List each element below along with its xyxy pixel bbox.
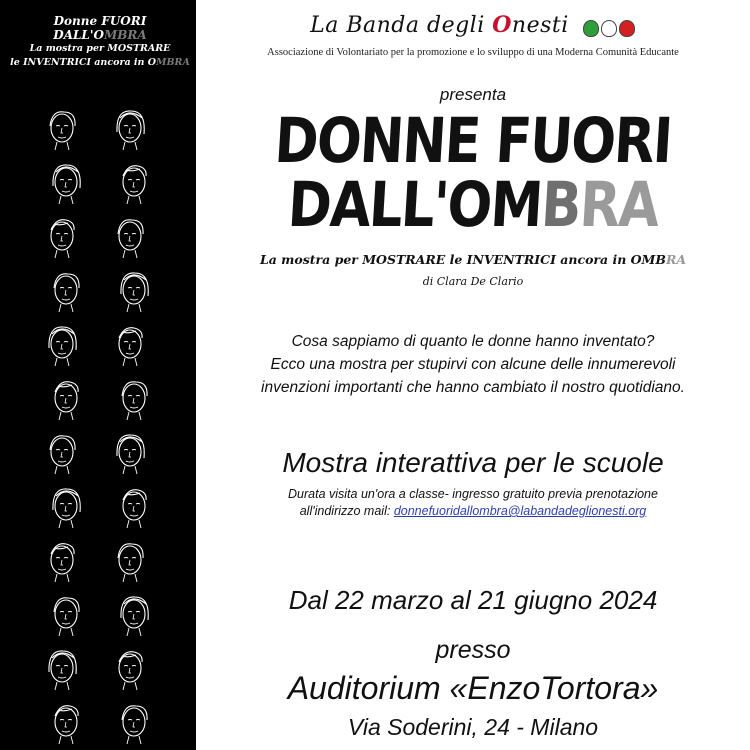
sidebar-title-line3-fade: MBRA [156,57,190,68]
portrait-gallery [40,104,170,750]
green-apple-icon [583,20,599,37]
visit-details [196,486,750,520]
intro-line1: Cosa sappiamo di quanto le donne hanno inventato? [291,333,655,350]
white-apple-icon [601,20,617,37]
logo [196,12,750,42]
author: di Clara De Clario [422,275,524,288]
red-apple-icon [619,20,635,37]
portrait-sketch-icon [44,590,90,638]
portrait-sketch-icon [40,644,86,692]
title-line2-black: DALL'OM [286,168,544,241]
mail-label: all'indirizzo mail: [299,504,394,518]
portrait-sketch-icon [112,482,158,530]
presso-label: presso [435,636,511,664]
sidebar-title-line2: La mostra per MOSTRARE [29,43,171,54]
tagline-main: La mostra per MOSTRARE le INVENTRICI ancora in OMB [259,252,666,267]
title-line2-lightgrey: RA [577,168,661,241]
portrait-sketch-icon [108,212,154,260]
portrait-sketch-icon [40,320,86,368]
portrait-sketch-icon [112,698,158,746]
apples-icon [582,18,636,37]
exhibition-title-line2 [236,168,711,241]
visit-duration: Durata visita un'ora a classe- ingresso gratuito previa prenotazione [288,487,658,501]
association-description: Associazione di Volontariato per la promozione e lo sviluppo di una Moderna Comunità Educante [267,47,679,58]
logo-text-b: nesti [511,13,569,38]
portrait-sketch-icon [108,428,154,476]
title-line2-grey: B [539,168,583,241]
portrait-sketch-icon [44,374,90,422]
portrait-sketch-icon [108,320,154,368]
portrait-sketch-icon [40,104,86,152]
portrait-sketch-icon [44,698,90,746]
portrait-sketch-icon [44,482,90,530]
portrait-sketch-icon [40,536,86,584]
portrait-sketch-icon [112,266,158,314]
logo-text-a: La Banda degli [310,13,493,38]
portrait-sketch-icon [108,536,154,584]
intro-line3: invenzioni importanti che hanno cambiato il nostro quotidiano. [261,379,685,396]
exhibition-title-line1: DONNE FUORI [272,104,674,177]
portrait-sketch-icon [112,158,158,206]
sidebar-title-line3: le INVENTRICI ancora in O [10,57,157,68]
schools-heading: Mostra interattiva per le scuole [282,447,664,478]
poster-main [196,0,750,750]
portrait-sketch-icon [108,104,154,152]
email-link[interactable]: donnefuoridallombra@labandadeglionesti.org [393,504,647,518]
portrait-sketch-icon [44,266,90,314]
venue-name: Auditorium «EnzoTortora» [287,670,659,706]
sidebar-title-line1: Donne FUORI DALL'O [53,14,147,42]
sidebar-panel [0,0,196,750]
intro-text [196,330,750,399]
portrait-sketch-icon [112,374,158,422]
portrait-sketch-icon [44,158,90,206]
sidebar-title-line1-fade: MBRA [104,28,147,42]
tagline-fade: RA [665,252,687,267]
logo-text-o: O [492,12,512,38]
portrait-sketch-icon [40,428,86,476]
sidebar-title [10,14,190,70]
venue-address: Via Soderini, 24 - Milano [347,714,599,740]
exhibition-dates: Dal 22 marzo al 21 giugno 2024 [288,585,658,615]
presenta-label: presenta [439,85,507,104]
portrait-sketch-icon [40,212,86,260]
tagline [196,252,750,267]
portrait-sketch-icon [108,644,154,692]
intro-line2: Ecco una mostra per stupirvi con alcune delle innumerevoli [270,356,676,373]
portrait-sketch-icon [112,590,158,638]
